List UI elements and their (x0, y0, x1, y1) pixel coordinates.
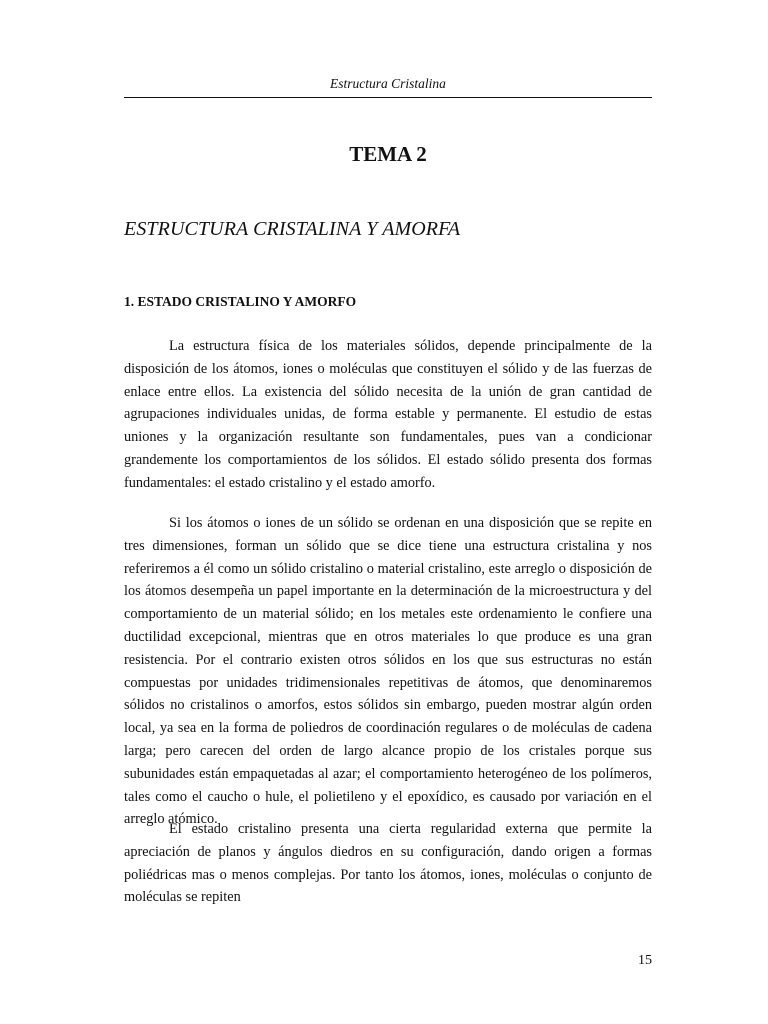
header-rule (124, 97, 652, 98)
page-number: 15 (638, 953, 652, 968)
body-paragraph-2: Si los átomos o iones de un sólido se ordenan en una disposición que se repite en tres dimensiones, forman un sólido que se dice tiene una estructura cristalina y nos referiremos a él como un sólido cristalino o material cristalino, este arreglo o disposición de los átomos desempeña un papel importante en la determinación de la microestructura y del comportamiento de un material sólido; en los metales este ordenamiento le confiere una ductilidad excepcional, mientras que en otros materiales lo que produce es una gran resistencia. Por el contrario existen otros sólidos en los que sus estructuras no están compuestas por unidades tridimensionales repetitivas de átomos, que denominaremos sólidos no cristalinos o amorfos, estos sólidos sin embargo, pueden mostrar algún orden local, ya sea en la forma de poliedros de coordinación regulares o de moléculas de cadena larga; pero carecen del orden de largo alcance propio de los cristales porque sus subunidades están empaquetadas al azar; el comportamiento heterogéneo de los polímeros, tales como el caucho o hule, el polietileno y el epoxídico, es causado por variación en el arreglo atómico. (124, 515, 652, 828)
chapter-title: ESTRUCTURA CRISTALINA Y AMORFA (124, 218, 461, 240)
section-heading: 1. ESTADO CRISTALINO Y AMORFO (124, 294, 357, 309)
running-header: Estructura Cristalina (330, 76, 446, 91)
body-paragraph-1: La estructura física de los materiales sólidos, depende principalmente de la disposición de los átomos, iones o moléculas que constituyen el sólido y de las fuerzas de enlace entre ellos. La existencia del sólido necesita de la unión de gran cantidad de agrupaciones individuales unidas, de forma estable y permanente. El estudio de estas uniones y la organización resultante son fundamentales, pues van a condicionar grandemente los comportamientos de los sólidos. El estado sólido presenta dos formas fundamentales: el estado cristalino y el estado amorfo. (124, 338, 652, 491)
chapter-number: TEMA 2 (349, 142, 427, 166)
body-paragraph-3: El estado cristalino presenta una cierta regularidad externa que permite la apreciación de planos y ángulos diedros en su configuración, dando origen a formas poliédricas mas o menos complejas. Por tanto los átomos, iones, moléculas o conjunto de moléculas se repiten (124, 821, 652, 906)
